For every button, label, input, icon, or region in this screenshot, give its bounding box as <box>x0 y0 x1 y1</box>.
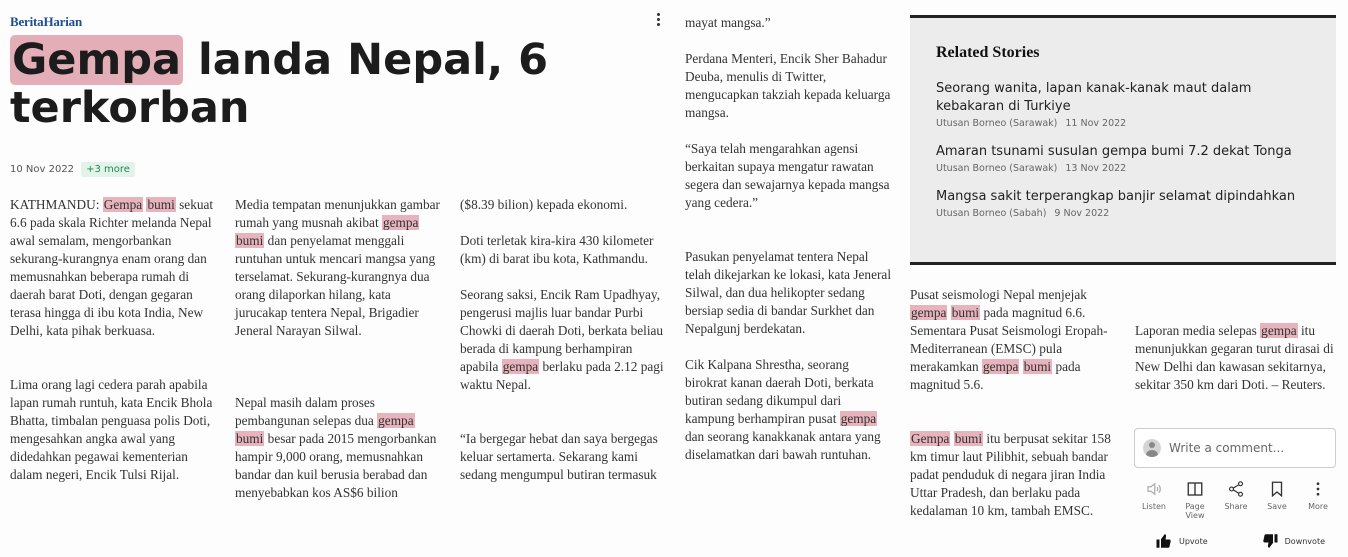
paragraph: Pusat seismologi Nepal menjejak gempa bumi pada magnitud 6.6. Sementara Pusat Seismologi Eropah-Mediterranean (EMSC) pula merakamkan gempa bumi pada magnitud 5.6. <box>910 287 1108 392</box>
paragraph: Cik Kalpana Shrestha, seorang birokrat kanan daerah Doti, berkata butiran sedang dikumpul dari kampung berhampiran pusat gempa dan seorang kanakkanak antara yang diselamatkan dari bawah runtuhan. <box>685 357 881 462</box>
paragraph: “Ia bergegar hebat dan saya bergegas keluar sertamerta. Sekarang kami sedang mengumpul butiran termasuk <box>460 431 658 482</box>
related-stories-panel <box>910 15 1336 265</box>
article-column-2 <box>235 196 443 502</box>
related-stories-title: Related Stories <box>936 44 1040 61</box>
headline-highlight: Gempa <box>12 35 182 85</box>
speaker-icon <box>1145 480 1163 498</box>
comment-box[interactable] <box>1134 428 1336 468</box>
more-sources-badge[interactable]: +3 more <box>81 162 135 177</box>
paragraph: Perdana Menteri, Encik Sher Bahadur Deuba, menulis di Twitter, mengucapkan takziah kepada keluarga mangsa. <box>685 51 891 120</box>
masthead-logo[interactable]: BeritaHarian <box>10 14 82 29</box>
save-button[interactable]: Save <box>1257 480 1297 520</box>
paragraph: ($8.39 bilion) kepada ekonomi. <box>460 197 628 212</box>
more-button[interactable]: More <box>1298 480 1338 520</box>
share-icon <box>1227 480 1245 498</box>
page-view-button[interactable]: Page View <box>1175 480 1215 520</box>
thumbs-down-icon <box>1261 532 1279 550</box>
related-story-title[interactable]: Seorang wanita, lapan kanak-kanak maut dalam kebakaran di Turkiye <box>936 81 1252 114</box>
listen-button[interactable]: Listen <box>1134 480 1174 520</box>
paragraph: Lima orang lagi cedera parah apabila lapan rumah runtuh, kata Encik Bhola Bhatta, timbalan penguasa polis Doti, mengesahkan angka awal yang didedahkan pegawai kementerian dalam negeri, Encik Tulsi Rijal. <box>10 377 213 482</box>
paragraph: Nepal masih dalam proses pembangunan selepas dua gempa bumi besar pada 2015 mengorbankan hampir 9,000 orang, memusnahkan bandar dan kuil berusia berabad dan menyebabkan kos AS$6 bilion <box>235 395 437 500</box>
more-vertical-icon <box>1309 480 1327 498</box>
paragraph: Doti terletak kira-kira 430 kilometer (km) di barat ibu kota, Kathmandu. <box>460 233 654 266</box>
article-column-5 <box>910 286 1118 520</box>
related-story-title[interactable]: Amaran tsunami susulan gempa bumi 7.2 dekat Tonga <box>936 144 1292 159</box>
article-headline <box>10 36 650 132</box>
headline-rest: landa Nepal, 6 terkorban <box>10 35 549 133</box>
downvote-button[interactable]: Downvote <box>1261 532 1325 550</box>
article-column-4 <box>685 14 893 464</box>
article-meta <box>10 160 135 178</box>
related-story-meta: Utusan Borneo (Sarawak) 13 Nov 2022 <box>936 163 1127 174</box>
article-column-1 <box>10 196 218 484</box>
paragraph: “Saya telah mengarahkan agensi berkaitan supaya mengatur rawatan segera dan sewajarnya kepada mangsa yang cedera.” <box>685 141 890 210</box>
related-story-title[interactable]: Mangsa sakit terperangkap banjir selamat dipindahkan <box>936 189 1296 204</box>
related-story[interactable] <box>936 188 1310 219</box>
kebab-icon[interactable] <box>650 12 666 30</box>
thumbs-up-icon <box>1155 532 1173 550</box>
share-button[interactable]: Share <box>1216 480 1256 520</box>
book-icon <box>1186 480 1204 498</box>
paragraph: Pasukan penyelamat tentera Nepal telah dikejarkan ke lokasi, kata Jeneral Silwal, dan dua helikopter sedang bersiap sedia di bandar Surkhet dan Nepalgunj berdekatan. <box>685 249 892 336</box>
paragraph: Laporan media selepas gempa itu menunjukkan gegaran turut dirasai di New Delhi dan kawasan sekitarnya, sekitar 350 km dari Doti. – Reuters. <box>1135 323 1334 392</box>
bookmark-icon <box>1268 480 1286 498</box>
related-story[interactable] <box>936 80 1310 129</box>
paragraph: Seorang saksi, Encik Ram Upadhyay, pengerusi majlis luar bandar Purbi Chowki di daerah Doti, berkata beliau berada di kampung berhampiran apabila gempa berlaku pada 2.12 pagi waktu Nepal. <box>460 287 664 392</box>
article-column-6 <box>1135 322 1340 394</box>
article-toolbar <box>1134 480 1338 520</box>
related-story-meta: Utusan Borneo (Sarawak) 11 Nov 2022 <box>936 118 1127 129</box>
paragraph: Gempa bumi itu berpusat sekitar 158 km timur laut Pilibhit, sebuah bandar padat penduduk di negara jiran India Uttar Pradesh, dan berlaku pada kedalaman 10 km, tambah EMSC. <box>910 431 1111 518</box>
avatar-icon <box>1143 439 1161 457</box>
paragraph: KATHMANDU: Gempa bumi sekuat 6.6 pada skala Richter melanda Nepal awal semalam, mengorbankan sekurang-kurangnya enam orang dan memusnahkan beberapa rumah di daerah barat Doti, dengan gegaran terasa hingga di ibu kota India, New Delhi, kata pihak berkuasa. <box>10 197 214 338</box>
article-column-3 <box>460 196 668 484</box>
publish-date: 10 Nov 2022 <box>10 163 75 175</box>
upvote-button[interactable]: Upvote <box>1155 532 1208 550</box>
paragraph: mayat mangsa.” <box>685 15 771 30</box>
comment-input[interactable] <box>1169 441 1329 455</box>
paragraph: Media tempatan menunjukkan gambar rumah yang musnah akibat gempa bumi dan penyelamat menggali runtuhan untuk mencari mangsa yang terselamat. Sekurang-kurangnya dua orang dilaporkan hilang, kata jurucakap tentera Nepal, Brigadier Jeneral Narayan Silwal. <box>235 197 440 338</box>
related-story-meta: Utusan Borneo (Sabah) 9 Nov 2022 <box>936 208 1110 219</box>
vote-bar <box>1155 532 1325 550</box>
related-story[interactable] <box>936 143 1310 174</box>
